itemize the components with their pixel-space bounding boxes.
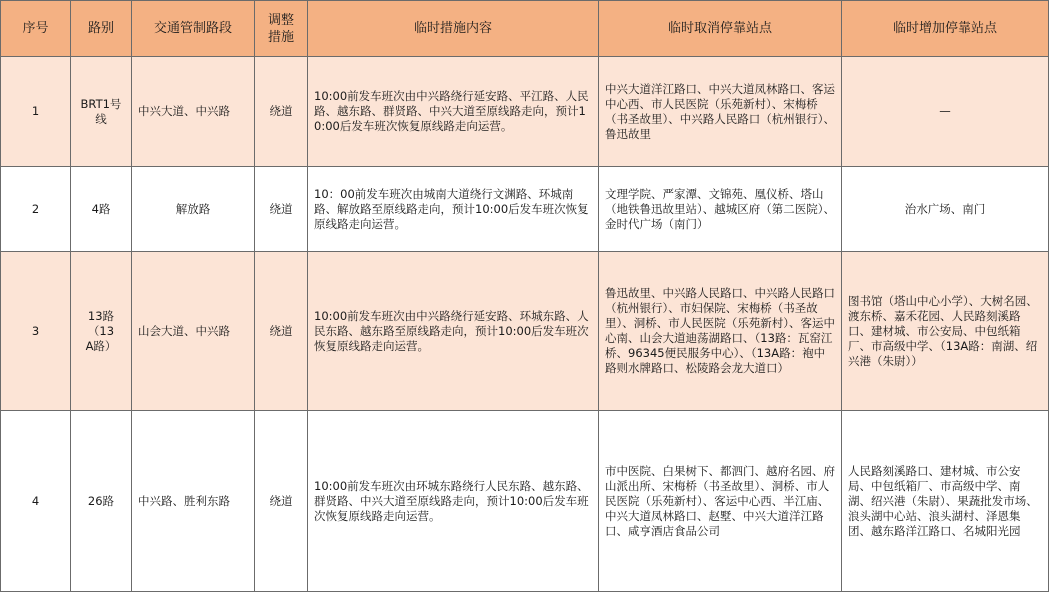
cell-added: 图书馆（塔山中心小学）、大树名园、渡东桥、嘉禾花园、人民路刻溪路口、建材城、市公安局、中包纸箱厂、市高级中学、（13A路：南湖、绍兴港（朱尉）） bbox=[842, 252, 1049, 411]
cell-route: BRT1号线 bbox=[71, 57, 132, 167]
header-measure: 临时措施内容 bbox=[308, 1, 599, 57]
header-added: 临时增加停靠站点 bbox=[842, 1, 1049, 57]
header-index: 序号 bbox=[1, 1, 71, 57]
cell-added: 人民路刻溪路口、建材城、市公安局、中包纸箱厂、市高级中学、南湖、绍兴港（朱尉）、果蔬批发市场、浪头湖中心站、浪头湖村、泽恩集团、越东路洋江路口、名城阳光园 bbox=[842, 411, 1049, 592]
cell-cancelled: 鲁迅故里、中兴路人民路口、中兴路人民路口（杭州银行）、市妇保院、宋梅桥（书圣故里）、洞桥、市人民医院（乐苑新村）、客运中心南、山会大道迪荡湖路口、（13路：瓦窑江桥、96345便民服务中心）、（13A路：袍中路则水牌路口、松陵路会龙大道口） bbox=[599, 252, 842, 411]
cell-section: 解放路 bbox=[132, 167, 255, 252]
cell-index: 1 bbox=[1, 57, 71, 167]
cell-route: 4路 bbox=[71, 167, 132, 252]
cell-cancelled: 文理学院、严家潭、文锦苑、凰仪桥、塔山（地铁鲁迅故里站）、越城区府（第二医院）、金时代广场（南门） bbox=[599, 167, 842, 252]
header-adjust: 调整措施 bbox=[255, 1, 308, 57]
cell-section: 中兴路、胜利东路 bbox=[132, 411, 255, 592]
cell-measure: 10:00前发车班次由中兴路绕行延安路、平江路、人民路、越东路、群贤路、中兴大道至原线路走向，预计10:00后发车班次恢复原线路走向运营。 bbox=[308, 57, 599, 167]
cell-route: 26路 bbox=[71, 411, 132, 592]
cell-measure: 10:00前发车班次由环城东路绕行人民东路、越东路、群贤路、中兴大道至原线路走向，预计10:00后发车班次恢复原线路走向运营。 bbox=[308, 411, 599, 592]
cell-cancelled: 市中医院、白果树下、都泗门、越府名园、府山派出所、宋梅桥（书圣故里）、洞桥、市人民医院（乐苑新村）、客运中心西、半江庙、中兴大道凤林路口、赵墅、中兴大道洋江路口、咸亨酒店食品公司 bbox=[599, 411, 842, 592]
header-cancelled: 临时取消停靠站点 bbox=[599, 1, 842, 57]
cell-route: 13路（13A路） bbox=[71, 252, 132, 411]
header-route: 路别 bbox=[71, 1, 132, 57]
cell-adjust: 绕道 bbox=[255, 252, 308, 411]
table-row bbox=[1, 411, 1049, 592]
table-row bbox=[1, 57, 1049, 167]
header-section: 交通管制路段 bbox=[132, 1, 255, 57]
cell-added: — bbox=[842, 57, 1049, 167]
cell-adjust: 绕道 bbox=[255, 411, 308, 592]
cell-adjust: 绕道 bbox=[255, 167, 308, 252]
cell-section: 山会大道、中兴路 bbox=[132, 252, 255, 411]
cell-index: 3 bbox=[1, 252, 71, 411]
cell-measure: 10：00前发车班次由城南大道绕行文渊路、环城南路、解放路至原线路走向，预计10:00后发车班次恢复原线路走向运营。 bbox=[308, 167, 599, 252]
cell-adjust: 绕道 bbox=[255, 57, 308, 167]
table-row bbox=[1, 167, 1049, 252]
cell-measure: 10:00前发车班次由中兴路绕行延安路、环城东路、人民东路、越东路至原线路走向，预计10:00后发车班次恢复原线路走向运营。 bbox=[308, 252, 599, 411]
cell-index: 4 bbox=[1, 411, 71, 592]
cell-index: 2 bbox=[1, 167, 71, 252]
cell-cancelled: 中兴大道洋江路口、中兴大道凤林路口、客运中心西、市人民医院（乐苑新村）、宋梅桥（书圣故里）、中兴路人民路口（杭州银行）、鲁迅故里 bbox=[599, 57, 842, 167]
cell-section: 中兴大道、中兴路 bbox=[132, 57, 255, 167]
header-row bbox=[1, 1, 1049, 57]
table-row bbox=[1, 252, 1049, 411]
cell-added: 治水广场、南门 bbox=[842, 167, 1049, 252]
